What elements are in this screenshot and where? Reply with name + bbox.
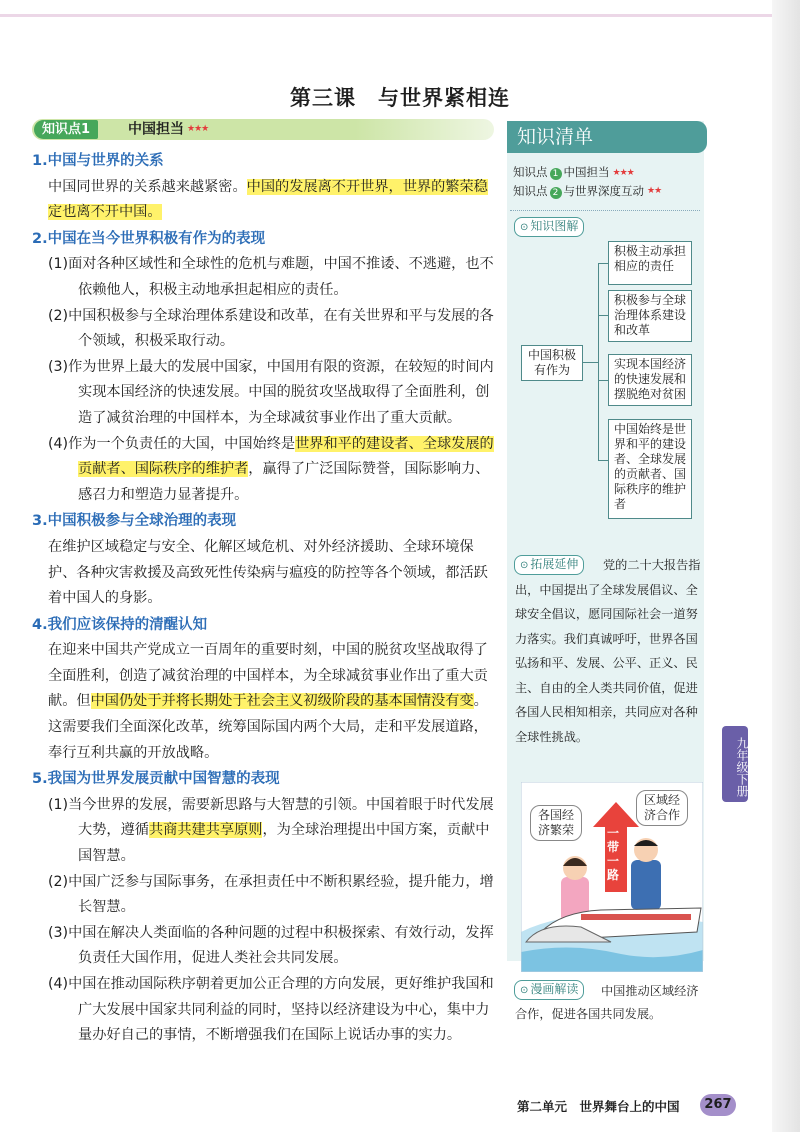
list-item: (2)中国积极参与全球治理体系建设和改革，在有关世界和平与发展的各个领域，积极采取行动。 <box>48 307 494 350</box>
grade-side-tab: 九年级下册 <box>722 726 748 802</box>
highlight-text: 中国仍处于并将长期处于社会主义初级阶段的基本国情没有变 <box>90 693 474 710</box>
diagram-branch: 积极参与全球治理体系建设和改革 <box>608 290 692 342</box>
section-heading: 2.中国在当今世界积极有作为的表现 <box>32 230 266 247</box>
connector <box>598 315 608 316</box>
speech-bubble: 区域经济合作 <box>636 790 688 826</box>
sidebar-kp-item <box>513 182 661 201</box>
list-item: (1)面对各种区域性和全球性的危机与难题，中国不推诿、不逃避，也不依赖他人，积极主动地承担起相应的责任。 <box>48 256 494 298</box>
knowledge-point-title <box>128 120 208 140</box>
comic-text: 中国推动区域经济合作，促进各国共同发展。 <box>515 984 699 1021</box>
highlight-text: 共商共建共享原则 <box>148 822 263 839</box>
magnifier-icon: ⊙ <box>520 985 529 996</box>
tag-text: 拓展延伸 <box>530 557 579 571</box>
diagram-branch: 实现本国经济的快速发展和摆脱绝对贫困 <box>608 354 692 406</box>
section-heading: 3.中国积极参与全球治理的表现 <box>32 513 237 530</box>
lesson-title <box>0 82 800 112</box>
star-rating-icon: ★★★ <box>187 124 209 134</box>
lesson-name: 与世界紧相连 <box>378 86 510 110</box>
section-heading: 4.我们应该保持的清醒认知 <box>32 616 208 633</box>
connector <box>598 263 608 264</box>
list-item <box>32 793 500 870</box>
star-rating-icon: ★★★ <box>612 167 634 178</box>
knowledge-point-label: 知识点1 <box>34 120 98 139</box>
extension-text: 党的二十大报告指出，中国提出了全球发展倡议、全球安全倡议，愿同国际社会一道努力落实。我们真诚呼吁，世界各国弘扬和平、发展、公平、正义、民主、自由的全人类共同价值，促进各国人民相知相亲，共同应对各种全球性挑战。 <box>515 558 701 744</box>
diagram-root: 中国积极有作为 <box>521 345 583 381</box>
paragraph <box>32 638 500 766</box>
connector <box>598 380 608 381</box>
tag-text: 知识图解 <box>530 219 579 233</box>
lesson-number: 第三课 <box>290 86 356 110</box>
knowledge-point-bar <box>32 119 494 140</box>
diagram-branch: 中国始终是世界和平的建设者、全球发展的贡献者、国际秩序的维护者 <box>608 419 692 519</box>
list-item: (3)作为世界上最大的发展中国家，中国用有限的资源，在较短的时间内实现本国经济的快速发展。中国的脱贫攻坚战取得了全面胜利，创造了减贫治理的中国样本，为全球减贫事业作出了重大贡献。 <box>48 358 494 426</box>
highlight-text: 世界和平的建设者、全球发展的贡献者、国际秩序的维护者 <box>78 435 494 478</box>
kp-number-badge: 2 <box>550 187 562 199</box>
main-content <box>32 148 500 1049</box>
connector <box>598 263 599 460</box>
page-edge <box>772 0 800 1132</box>
kp-title-text: 中国担当 <box>128 121 184 138</box>
diagram-tag <box>514 217 584 237</box>
list-item <box>32 432 500 509</box>
speech-bubble: 各国经济繁荣 <box>530 805 582 841</box>
kp-number-badge: 1 <box>550 168 562 180</box>
list-item: (3)中国在解决人类面临的各种问题的过程中积极探索、有效行动，发挥负责任大国作用，促进人类社会共同发展。 <box>48 924 494 967</box>
text: 中国同世界的关系越来越紧密。 <box>48 178 247 195</box>
text: 在迎来中国共产党成立一百周年的重要时刻，中国的脱贫攻坚战取得了全面胜利，创造了减贫治理的中国样本，为全球减贫事业作出了重大贡献。但 <box>48 642 488 710</box>
sidebar-kp-item <box>513 163 661 182</box>
kp-title: 与世界深度互动 <box>563 183 644 198</box>
star-rating-icon: ★★ <box>647 186 662 196</box>
section-heading: 5.我国为世界发展贡献中国智慧的表现 <box>32 771 280 788</box>
sidebar-title: 知识清单 <box>507 121 707 153</box>
section-heading: 1.中国与世界的关系 <box>32 153 164 169</box>
paragraph: 在维护区域稳定与安全、化解区域危机、对外经济援助、全球环境保护、各种灾害救援及高致死性传染病与瘟疫的防控等各个领域，都活跃着中国人的身影。 <box>48 538 488 607</box>
kp-prefix: 知识点 <box>513 165 548 179</box>
paragraph <box>32 175 500 226</box>
magnifier-icon: ⊙ <box>520 560 529 571</box>
connector <box>598 460 608 461</box>
tag-text: 漫画解读 <box>530 982 579 996</box>
list-item: (4)中国在推动国际秩序朝着更加公正合理的方向发展，更好维护我国和广大发展中国家共同利益的同时，坚持以经济建设为中心，集中力量办好自己的事情，不断增强我们在国际上说话办事的实力。 <box>48 976 494 1044</box>
connector <box>583 362 598 363</box>
text: (4)作为一个负责任的大国，中国始终是 <box>48 435 296 452</box>
list-item: (2)中国广泛参与国际事务，在承担责任中不断积累经验，提升能力，增长智慧。 <box>48 873 494 916</box>
footer-unit: 第二单元 世界舞台上的中国 <box>517 1099 680 1114</box>
kp-prefix: 知识点 <box>513 183 548 198</box>
diagram-branch: 积极主动承担相应的责任 <box>608 241 692 285</box>
kp-title: 中国担当 <box>563 165 610 179</box>
divider <box>510 203 700 211</box>
text: 。这需要我们全面深化改革，统筹国际国内两个大局，走和平发展道路，奉行互利共赢的开放战略。 <box>48 693 488 761</box>
text: ，赢得了广泛国际赞誉，国际影响力、感召力和塑造力显著提升。 <box>78 461 490 503</box>
belt-road-sign: 一带一路 <box>606 826 619 882</box>
magnifier-icon: ⊙ <box>520 222 529 233</box>
page-number: 267 <box>700 1094 736 1116</box>
highlight-text: 中国的发展离不开世界，世界的繁荣稳定也离不开中国。 <box>48 178 488 221</box>
sidebar-kp-list <box>513 163 661 200</box>
text: (1)当今世界的发展，需要新思路与大智慧的引领。中国着眼于时代发展大势，遵循 <box>48 796 494 839</box>
top-rule <box>0 14 800 17</box>
text: ，为全球治理提出中国方案，贡献中国智慧。 <box>78 822 490 865</box>
